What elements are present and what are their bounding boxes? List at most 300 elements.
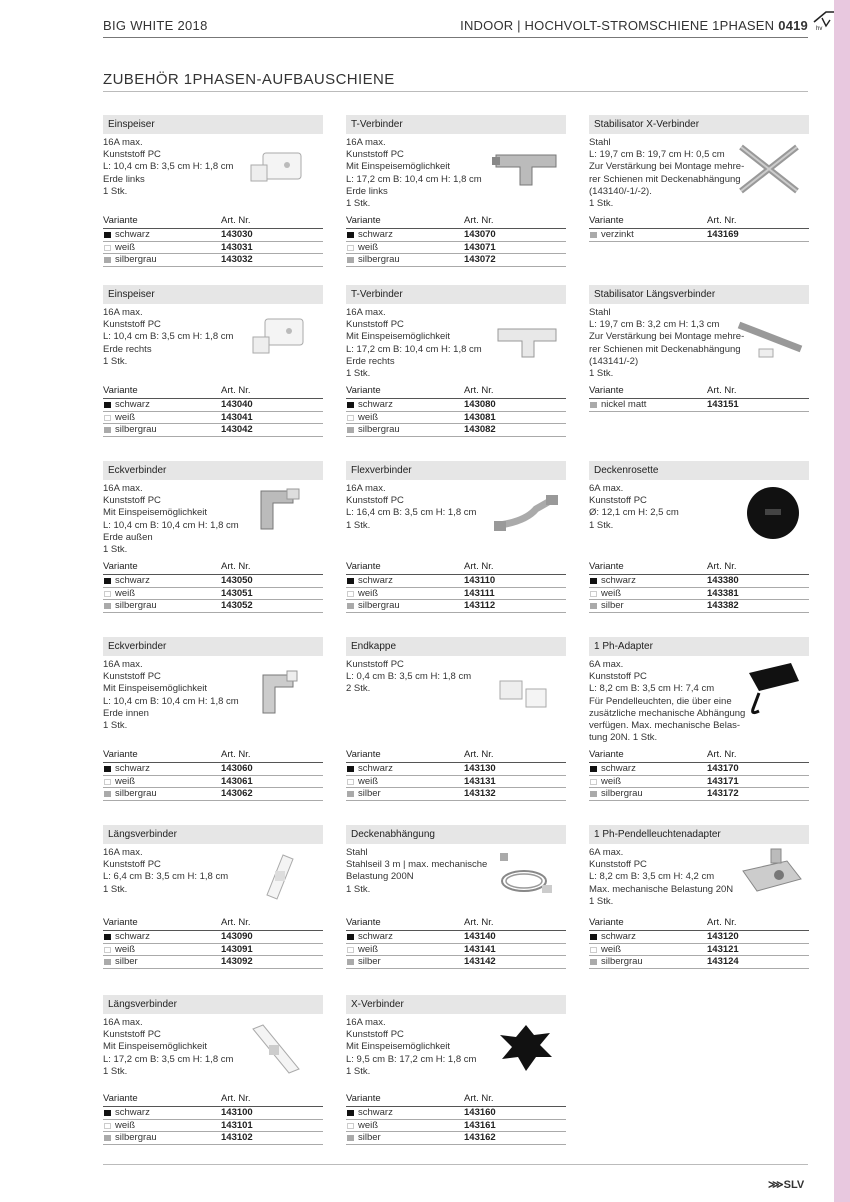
article-number: 143071 [464, 241, 496, 253]
variant-table-header [103, 385, 323, 399]
variant-row [103, 424, 323, 437]
page-number: 0419 [778, 18, 808, 33]
article-number: 143381 [707, 587, 739, 599]
description-line: L: 17,2 cm B: 10,4 cm H: 1,8 cm [346, 173, 482, 185]
description-line: L: 10,4 cm B: 10,4 cm H: 1,8 cm [103, 695, 239, 707]
variant-row [103, 1120, 323, 1133]
description-line: L: 10,4 cm B: 10,4 cm H: 1,8 cm [103, 519, 239, 531]
article-number: 143120 [707, 931, 739, 942]
description-line: 6A max. [589, 847, 624, 858]
variant-column-header: Variante [346, 1093, 381, 1104]
variant-name: weiß [115, 587, 136, 599]
variant-row [103, 412, 323, 425]
article-number: 143031 [221, 241, 253, 253]
t-connector-grey-image [486, 135, 566, 205]
variant-table [589, 917, 809, 969]
variant-name: weiß [358, 411, 379, 423]
variant-column-header: Variante [346, 215, 381, 226]
variant-name: silber [358, 1132, 381, 1143]
product-title: Eckverbinder [103, 637, 323, 656]
article-number: 143171 [707, 775, 739, 787]
product-card [103, 825, 323, 985]
variant-name: silber [358, 788, 381, 799]
article-number: 143124 [707, 956, 739, 967]
variant-row [346, 229, 566, 242]
color-swatch [347, 591, 354, 597]
variant-row [589, 956, 809, 969]
color-swatch [104, 591, 111, 597]
product-card [589, 825, 809, 985]
description-line: Mit Einspeisemöglichkeit [346, 161, 451, 173]
color-swatch [347, 791, 354, 797]
description-line: zusätzliche mechanische Abhängung [589, 707, 746, 719]
product-description [346, 137, 506, 210]
variant-name: silbergrau [115, 788, 157, 799]
color-swatch [590, 779, 597, 785]
article-number: 143169 [707, 229, 739, 240]
description-line: Kunststoff PC [589, 671, 647, 683]
variant-row [346, 944, 566, 957]
article-number: 143092 [221, 956, 253, 967]
variant-name: weiß [115, 775, 136, 787]
article-number: 143030 [221, 229, 253, 240]
logo-text: SLV [783, 1179, 805, 1191]
variant-row [346, 412, 566, 425]
artnr-column-header: Art. Nr. [221, 385, 251, 396]
variant-row [103, 588, 323, 601]
variant-name: silbergrau [115, 600, 157, 611]
variant-name: schwarz [601, 763, 636, 774]
color-swatch [347, 402, 354, 408]
variant-name: silbergrau [358, 424, 400, 435]
article-number: 143041 [221, 411, 253, 423]
article-number: 143141 [464, 943, 496, 955]
article-number: 143162 [464, 1132, 496, 1143]
description-line: 6A max. [589, 659, 624, 670]
article-number: 143032 [221, 254, 253, 265]
artnr-column-header: Art. Nr. [464, 917, 494, 928]
short-linear-white-image [243, 845, 323, 915]
description-line: L: 19,7 cm B: 19,7 cm H: 0,5 cm [589, 149, 725, 161]
variant-column-header: Variante [103, 917, 138, 928]
variant-name: silbergrau [601, 788, 643, 799]
catalog-title: BIG WHITE 2018 [103, 18, 208, 33]
variant-name: weiß [115, 241, 136, 253]
product-title: Einspeiser [103, 115, 323, 134]
corner-outer-grey-image [243, 481, 323, 551]
variant-name: weiß [115, 943, 136, 955]
color-swatch [590, 766, 597, 772]
artnr-column-header: Art. Nr. [707, 917, 737, 928]
footer-divider [103, 1164, 808, 1165]
description-line: L: 8,2 cm B: 3,5 cm H: 7,4 cm [589, 683, 715, 695]
variant-name: verzinkt [601, 229, 634, 240]
variant-name: schwarz [115, 399, 150, 410]
color-swatch [347, 766, 354, 772]
color-swatch [104, 1123, 111, 1129]
variant-table [103, 215, 323, 267]
variant-row [346, 1120, 566, 1133]
variant-table [589, 749, 809, 801]
article-number: 143081 [464, 411, 496, 423]
ceiling-suspension-cable-image [486, 845, 566, 915]
feed-in-right-white-image [243, 305, 323, 375]
description-line: Belastung 200N [346, 871, 414, 883]
description-line: 1 Stk. [589, 368, 614, 380]
description-line: 16A max. [103, 483, 143, 494]
variant-row [346, 956, 566, 969]
description-line: L: 8,2 cm B: 3,5 cm H: 4,2 cm [589, 871, 715, 883]
variant-table-header [589, 917, 809, 931]
description-line: L: 10,4 cm B: 3,5 cm H: 1,8 cm [103, 161, 234, 173]
description-line: Ø: 12,1 cm H: 2,5 cm [589, 507, 679, 519]
description-line: 6A max. [589, 483, 624, 494]
variant-row [589, 399, 809, 412]
product-title: Einspeiser [103, 285, 323, 304]
variant-row [589, 788, 809, 801]
article-number: 143130 [464, 763, 496, 774]
variant-row [346, 254, 566, 267]
description-line: 16A max. [346, 1017, 386, 1028]
artnr-column-header: Art. Nr. [707, 215, 737, 226]
description-line: Erde innen [103, 707, 149, 719]
variant-name: schwarz [115, 575, 150, 586]
color-swatch [347, 603, 354, 609]
variant-row [346, 763, 566, 776]
variant-table-header [103, 1093, 323, 1107]
color-swatch [590, 591, 597, 597]
product-title: Endkappe [346, 637, 566, 656]
color-swatch [590, 934, 597, 940]
variant-row [589, 776, 809, 789]
description-line: Kunststoff PC [103, 1029, 161, 1041]
variant-name: weiß [358, 1119, 379, 1131]
product-title: Längsverbinder [103, 825, 323, 844]
color-swatch [104, 578, 111, 584]
variant-name: silbergrau [115, 1132, 157, 1143]
variant-name: silbergrau [115, 424, 157, 435]
variant-table-header [346, 749, 566, 763]
product-title: Deckenabhängung [346, 825, 566, 844]
variant-row [589, 588, 809, 601]
article-number: 143121 [707, 943, 739, 955]
variant-row [346, 575, 566, 588]
product-description [589, 137, 749, 210]
color-swatch [104, 947, 111, 953]
color-swatch [347, 257, 354, 263]
article-number: 143052 [221, 600, 253, 611]
artnr-column-header: Art. Nr. [221, 749, 251, 760]
variant-column-header: Variante [346, 917, 381, 928]
color-swatch [104, 603, 111, 609]
description-line: Kunststoff PC [589, 859, 647, 871]
description-line: Kunststoff PC [346, 1029, 404, 1041]
product-description [346, 483, 506, 532]
article-number: 143111 [464, 587, 495, 599]
product-card [103, 995, 323, 1155]
variant-row [589, 575, 809, 588]
description-line: Kunststoff PC [103, 319, 161, 331]
description-line: Mit Einspeisemöglichkeit [103, 1041, 208, 1053]
product-description [103, 137, 263, 198]
variant-row [346, 776, 566, 789]
variant-table-header [346, 561, 566, 575]
color-swatch [590, 791, 597, 797]
artnr-column-header: Art. Nr. [464, 385, 494, 396]
variant-row [103, 575, 323, 588]
variant-column-header: Variante [346, 561, 381, 572]
variant-table-header [103, 749, 323, 763]
description-line: 16A max. [346, 483, 386, 494]
product-card [589, 637, 809, 797]
product-card [346, 461, 566, 621]
product-card [589, 285, 809, 445]
article-number: 143112 [464, 600, 496, 611]
product-description [103, 847, 263, 896]
variant-table [103, 917, 323, 969]
article-number: 143102 [221, 1132, 253, 1143]
variant-name: weiß [601, 943, 622, 955]
description-line: Kunststoff PC [103, 149, 161, 161]
color-swatch [590, 578, 597, 584]
article-number: 143060 [221, 763, 253, 774]
variant-row [103, 1132, 323, 1145]
section-title [460, 18, 808, 33]
variant-table-header [346, 215, 566, 229]
variant-table-header [589, 215, 809, 229]
color-swatch [104, 779, 111, 785]
color-swatch [104, 766, 111, 772]
variant-column-header: Variante [589, 561, 624, 572]
product-title: Stabilisator Längsverbinder [589, 285, 809, 304]
product-card [346, 115, 566, 275]
variant-table-header [346, 1093, 566, 1107]
description-line: Kunststoff PC [346, 149, 404, 161]
variant-name: silber [358, 956, 381, 967]
variant-table-header [589, 385, 809, 399]
color-swatch [104, 232, 111, 238]
variant-table-header [103, 215, 323, 229]
description-line: (143140/-1/-2). [589, 185, 652, 197]
description-line: Erde rechts [346, 355, 395, 367]
color-swatch [104, 791, 111, 797]
product-title: Flexverbinder [346, 461, 566, 480]
variant-table-header [589, 561, 809, 575]
variant-row [103, 229, 323, 242]
artnr-column-header: Art. Nr. [707, 561, 737, 572]
product-card [346, 995, 566, 1155]
color-swatch [347, 578, 354, 584]
variant-table [103, 385, 323, 437]
description-line: 16A max. [103, 659, 143, 670]
description-line: Kunststoff PC [103, 495, 161, 507]
variant-column-header: Variante [346, 385, 381, 396]
description-line: rer Schienen mit Deckenabhängung [589, 173, 741, 185]
article-number: 143380 [707, 575, 739, 586]
article-number: 143091 [221, 943, 253, 955]
color-swatch [347, 427, 354, 433]
variant-name: silber [115, 956, 138, 967]
variant-name: schwarz [358, 575, 393, 586]
description-line: 1 Stk. [346, 368, 371, 380]
article-number: 143172 [707, 788, 739, 799]
variant-name: schwarz [358, 1107, 393, 1118]
variant-name: schwarz [358, 931, 393, 942]
variant-row [103, 931, 323, 944]
variant-name: schwarz [115, 1107, 150, 1118]
variant-row [103, 1107, 323, 1120]
description-line: Stahl [346, 847, 368, 858]
product-card [346, 825, 566, 985]
product-description [103, 307, 263, 368]
product-card [103, 115, 323, 275]
variant-name: weiß [358, 241, 379, 253]
product-description [589, 847, 749, 908]
page-header [103, 18, 808, 38]
product-card [589, 461, 809, 621]
artnr-column-header: Art. Nr. [707, 749, 737, 760]
variant-row [103, 776, 323, 789]
linear-stabilizer-image [729, 305, 809, 375]
description-line: Erde links [346, 185, 388, 197]
description-line: 1 Stk. [346, 1065, 371, 1077]
artnr-column-header: Art. Nr. [464, 1093, 494, 1104]
variant-table-header [589, 749, 809, 763]
variant-row [103, 399, 323, 412]
description-line: Kunststoff PC [346, 319, 404, 331]
description-line: 16A max. [103, 847, 143, 858]
product-description [589, 307, 749, 380]
description-line: 2 Stk. [346, 683, 371, 695]
color-swatch [347, 232, 354, 238]
svg-text:hv: hv [816, 26, 823, 32]
logo-mark: ⋙ [768, 1179, 784, 1191]
variant-table [589, 561, 809, 613]
product-title: 1 Ph-Pendelleuchtenadapter [589, 825, 809, 844]
color-swatch [347, 934, 354, 940]
article-number: 143090 [221, 931, 253, 942]
variant-name: schwarz [115, 229, 150, 240]
article-number: 143131 [464, 775, 496, 787]
article-number: 143050 [221, 575, 253, 586]
description-line: L: 17,2 cm B: 10,4 cm H: 1,8 cm [346, 343, 482, 355]
category-icon [812, 8, 836, 32]
description-line: 16A max. [346, 137, 386, 148]
variant-row [346, 931, 566, 944]
description-line: Mit Einspeisemöglichkeit [346, 1041, 451, 1053]
description-line: 1 Stk. [589, 895, 614, 907]
variant-table [346, 1093, 566, 1145]
variant-row [346, 600, 566, 613]
section-name: INDOOR | HOCHVOLT-STROMSCHIENE 1PHASEN [460, 18, 775, 33]
color-swatch [590, 232, 597, 238]
color-swatch [347, 947, 354, 953]
variant-name: schwarz [358, 399, 393, 410]
description-line: 1 Stk. [346, 519, 371, 531]
variant-row [346, 424, 566, 437]
x-stabilizer-image [729, 135, 809, 205]
description-line: 16A max. [103, 1017, 143, 1028]
article-number: 143070 [464, 229, 496, 240]
section-color-strip [834, 0, 850, 1202]
description-line: 1 Stk. [589, 519, 614, 531]
description-line: Mit Einspeisemöglichkeit [346, 331, 451, 343]
article-number: 143160 [464, 1107, 496, 1118]
product-title: Eckverbinder [103, 461, 323, 480]
variant-name: schwarz [115, 931, 150, 942]
variant-row [346, 788, 566, 801]
variant-table-header [346, 917, 566, 931]
variant-column-header: Variante [103, 215, 138, 226]
description-line: L: 16,4 cm B: 3,5 cm H: 1,8 cm [346, 507, 477, 519]
article-number: 143170 [707, 763, 739, 774]
artnr-column-header: Art. Nr. [464, 749, 494, 760]
product-title: Deckenrosette [589, 461, 809, 480]
product-card [346, 637, 566, 797]
description-line: Max. mechanische Belastung 20N [589, 883, 734, 895]
variant-row [103, 600, 323, 613]
description-line: 16A max. [103, 307, 143, 318]
variant-table [589, 385, 809, 412]
article-number: 143140 [464, 931, 496, 942]
article-number: 143051 [221, 587, 253, 599]
ceiling-rose-black-image [729, 481, 809, 551]
product-title: 1 Ph-Adapter [589, 637, 809, 656]
article-number: 143082 [464, 424, 496, 435]
article-number: 143080 [464, 399, 496, 410]
variant-table [346, 917, 566, 969]
description-line: Kunststoff PC [346, 659, 404, 670]
variant-name: weiß [601, 587, 622, 599]
product-card [103, 461, 323, 621]
variant-table-header [103, 561, 323, 575]
description-line: Erde links [103, 173, 145, 185]
description-line: 1 Stk. [589, 198, 614, 210]
description-line: Kunststoff PC [589, 495, 647, 507]
color-swatch [104, 415, 111, 421]
color-swatch [104, 427, 111, 433]
description-line: 1 Stk. [103, 544, 128, 556]
description-line: L: 17,2 cm B: 3,5 cm H: 1,8 cm [103, 1053, 234, 1065]
description-line: rer Schienen mit Deckenabhängung [589, 343, 741, 355]
variant-table [346, 385, 566, 437]
article-number: 143040 [221, 399, 253, 410]
variant-row [346, 588, 566, 601]
variant-row [589, 763, 809, 776]
flex-connector-image [486, 481, 566, 551]
color-swatch [104, 934, 111, 940]
artnr-column-header: Art. Nr. [221, 215, 251, 226]
artnr-column-header: Art. Nr. [464, 215, 494, 226]
description-line: Zur Verstärkung bei Montage mehre- [589, 161, 745, 173]
variant-column-header: Variante [589, 215, 624, 226]
variant-name: weiß [115, 411, 136, 423]
description-line: Stahl [589, 137, 611, 148]
variant-row [103, 763, 323, 776]
color-swatch [104, 257, 111, 263]
description-line: Zur Verstärkung bei Montage mehre- [589, 331, 745, 343]
color-swatch [590, 603, 597, 609]
product-description [346, 659, 506, 696]
long-linear-white-image [243, 1015, 323, 1085]
variant-row [589, 931, 809, 944]
feed-in-left-white-image [243, 135, 323, 205]
artnr-column-header: Art. Nr. [221, 917, 251, 928]
artnr-column-header: Art. Nr. [221, 1093, 251, 1104]
description-line: verfügen. Max. mechanische Belas- [589, 720, 741, 732]
product-description [346, 307, 506, 380]
variant-table [589, 215, 809, 242]
